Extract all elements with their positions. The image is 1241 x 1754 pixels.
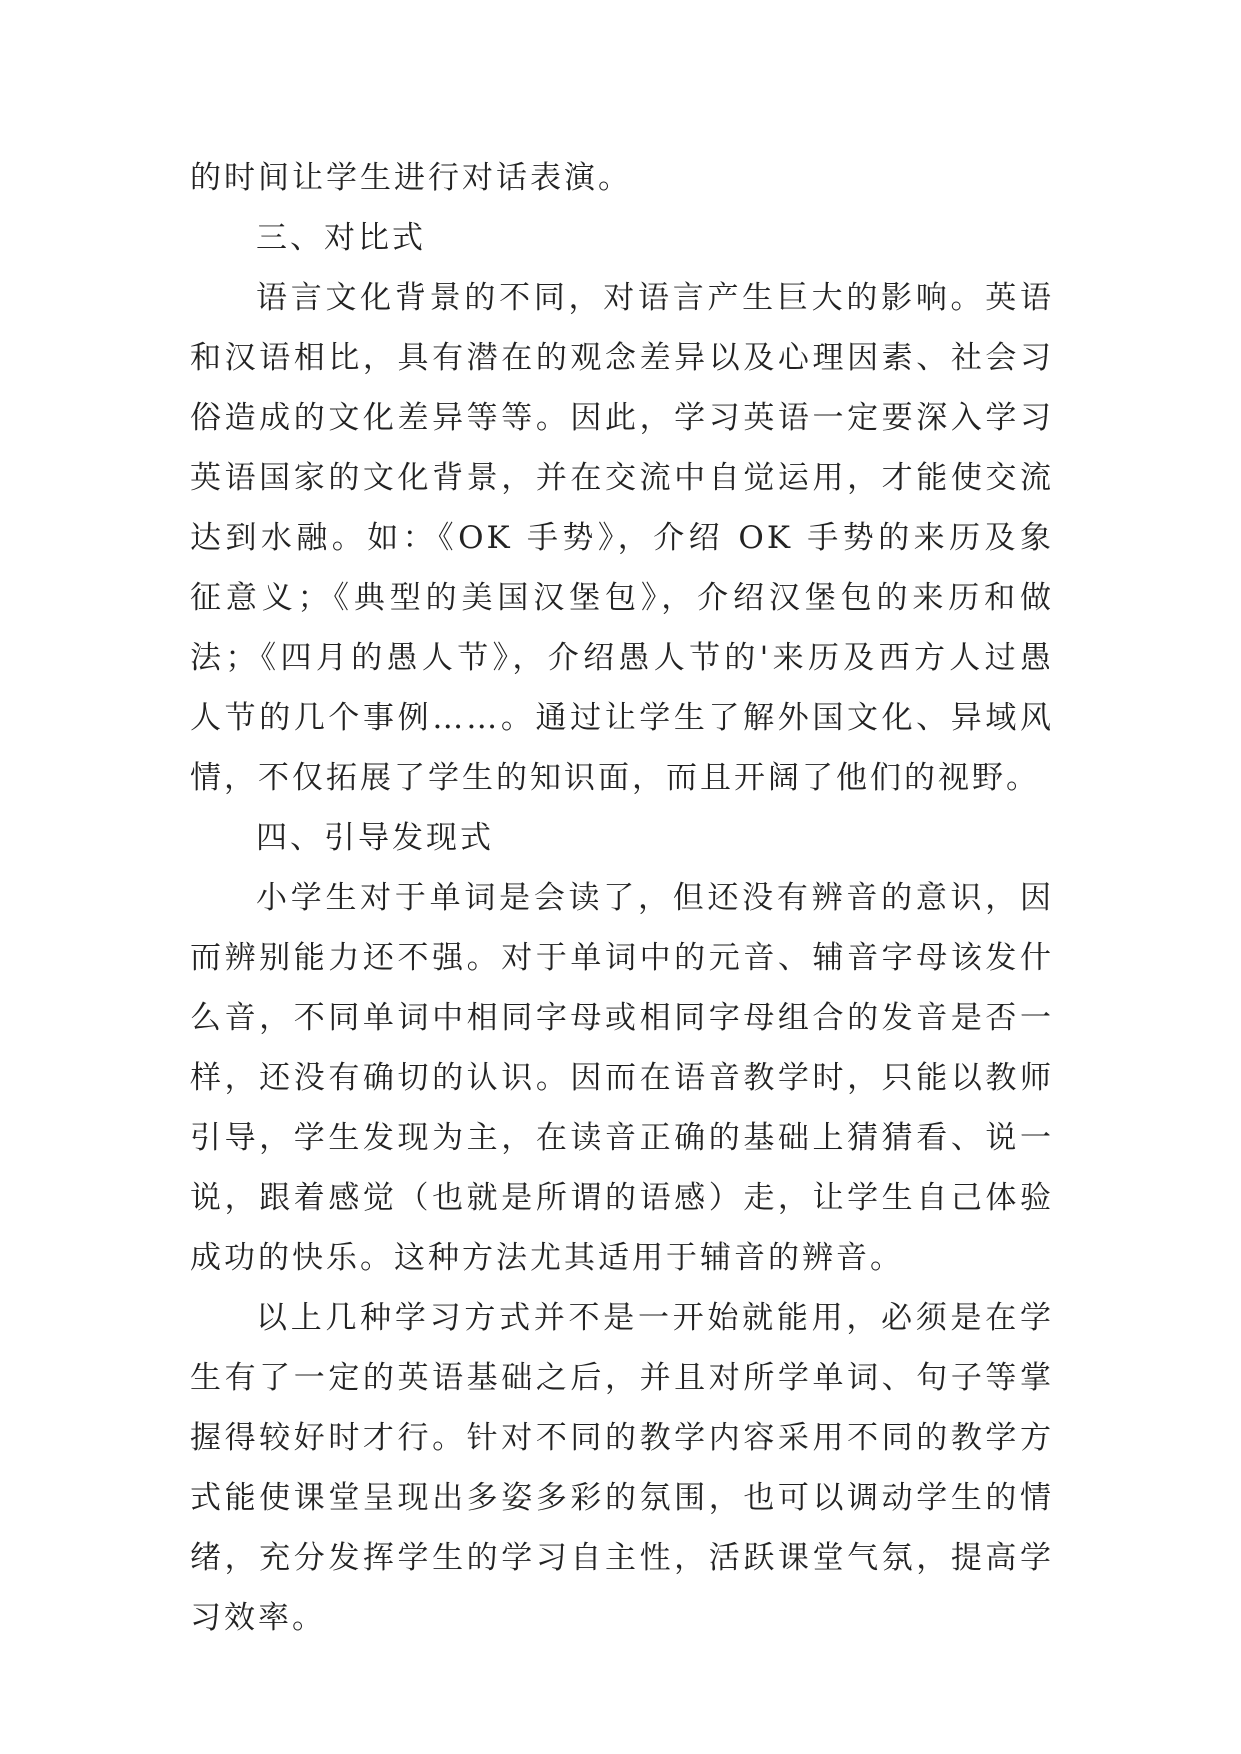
document-body [190,148,1054,1648]
section-heading-contrast: 三、对比式 [256,220,426,256]
paragraph-culture: 语言文化背景的不同，对语言产生巨大的影响。英语和汉语相比，具有潜在的观念差异以及心理因素、社会习俗造成的文化差异等等。因此，学习英语一定要深入学习英语国家的文化背景，并在交流中自觉运用，才能使交流达到水融。如：《OK 手势》，介绍 OK 手势的来历及象征意义；《典型的美国汉堡包》，介绍汉堡包的来历和做法；《四月的愚人节》，介绍愚人节的'来历及西方人过愚人节的几个事例……。通过让学生了解外国文化、异域风情，不仅拓展了学生的知识面，而且开阔了他们的视野。 [190,280,1054,796]
section-heading-guided-discovery: 四、引导发现式 [256,820,494,856]
paragraph-continuation: 的时间让学生进行对话表演。 [190,160,632,196]
paragraph-conclusion: 以上几种学习方式并不是一开始就能用，必须是在学生有了一定的英语基础之后，并且对所学单词、句子等掌握得较好时才行。针对不同的教学内容采用不同的教学方式能使课堂呈现出多姿多彩的氛围，也可以调动学生的情绪，充分发挥学生的学习自主性，活跃课堂气氛，提高学习效率。 [190,1300,1054,1636]
paragraph-phonics: 小学生对于单词是会读了，但还没有辨音的意识，因而辨别能力还不强。对于单词中的元音、辅音字母该发什么音，不同单词中相同字母或相同字母组合的发音是否一样，还没有确切的认识。因而在语音教学时，只能以教师引导，学生发现为主，在读音正确的基础上猜猜看、说一说，跟着感觉（也就是所谓的语感）走，让学生自己体验成功的快乐。这种方法尤其适用于辅音的辨音。 [190,880,1054,1276]
